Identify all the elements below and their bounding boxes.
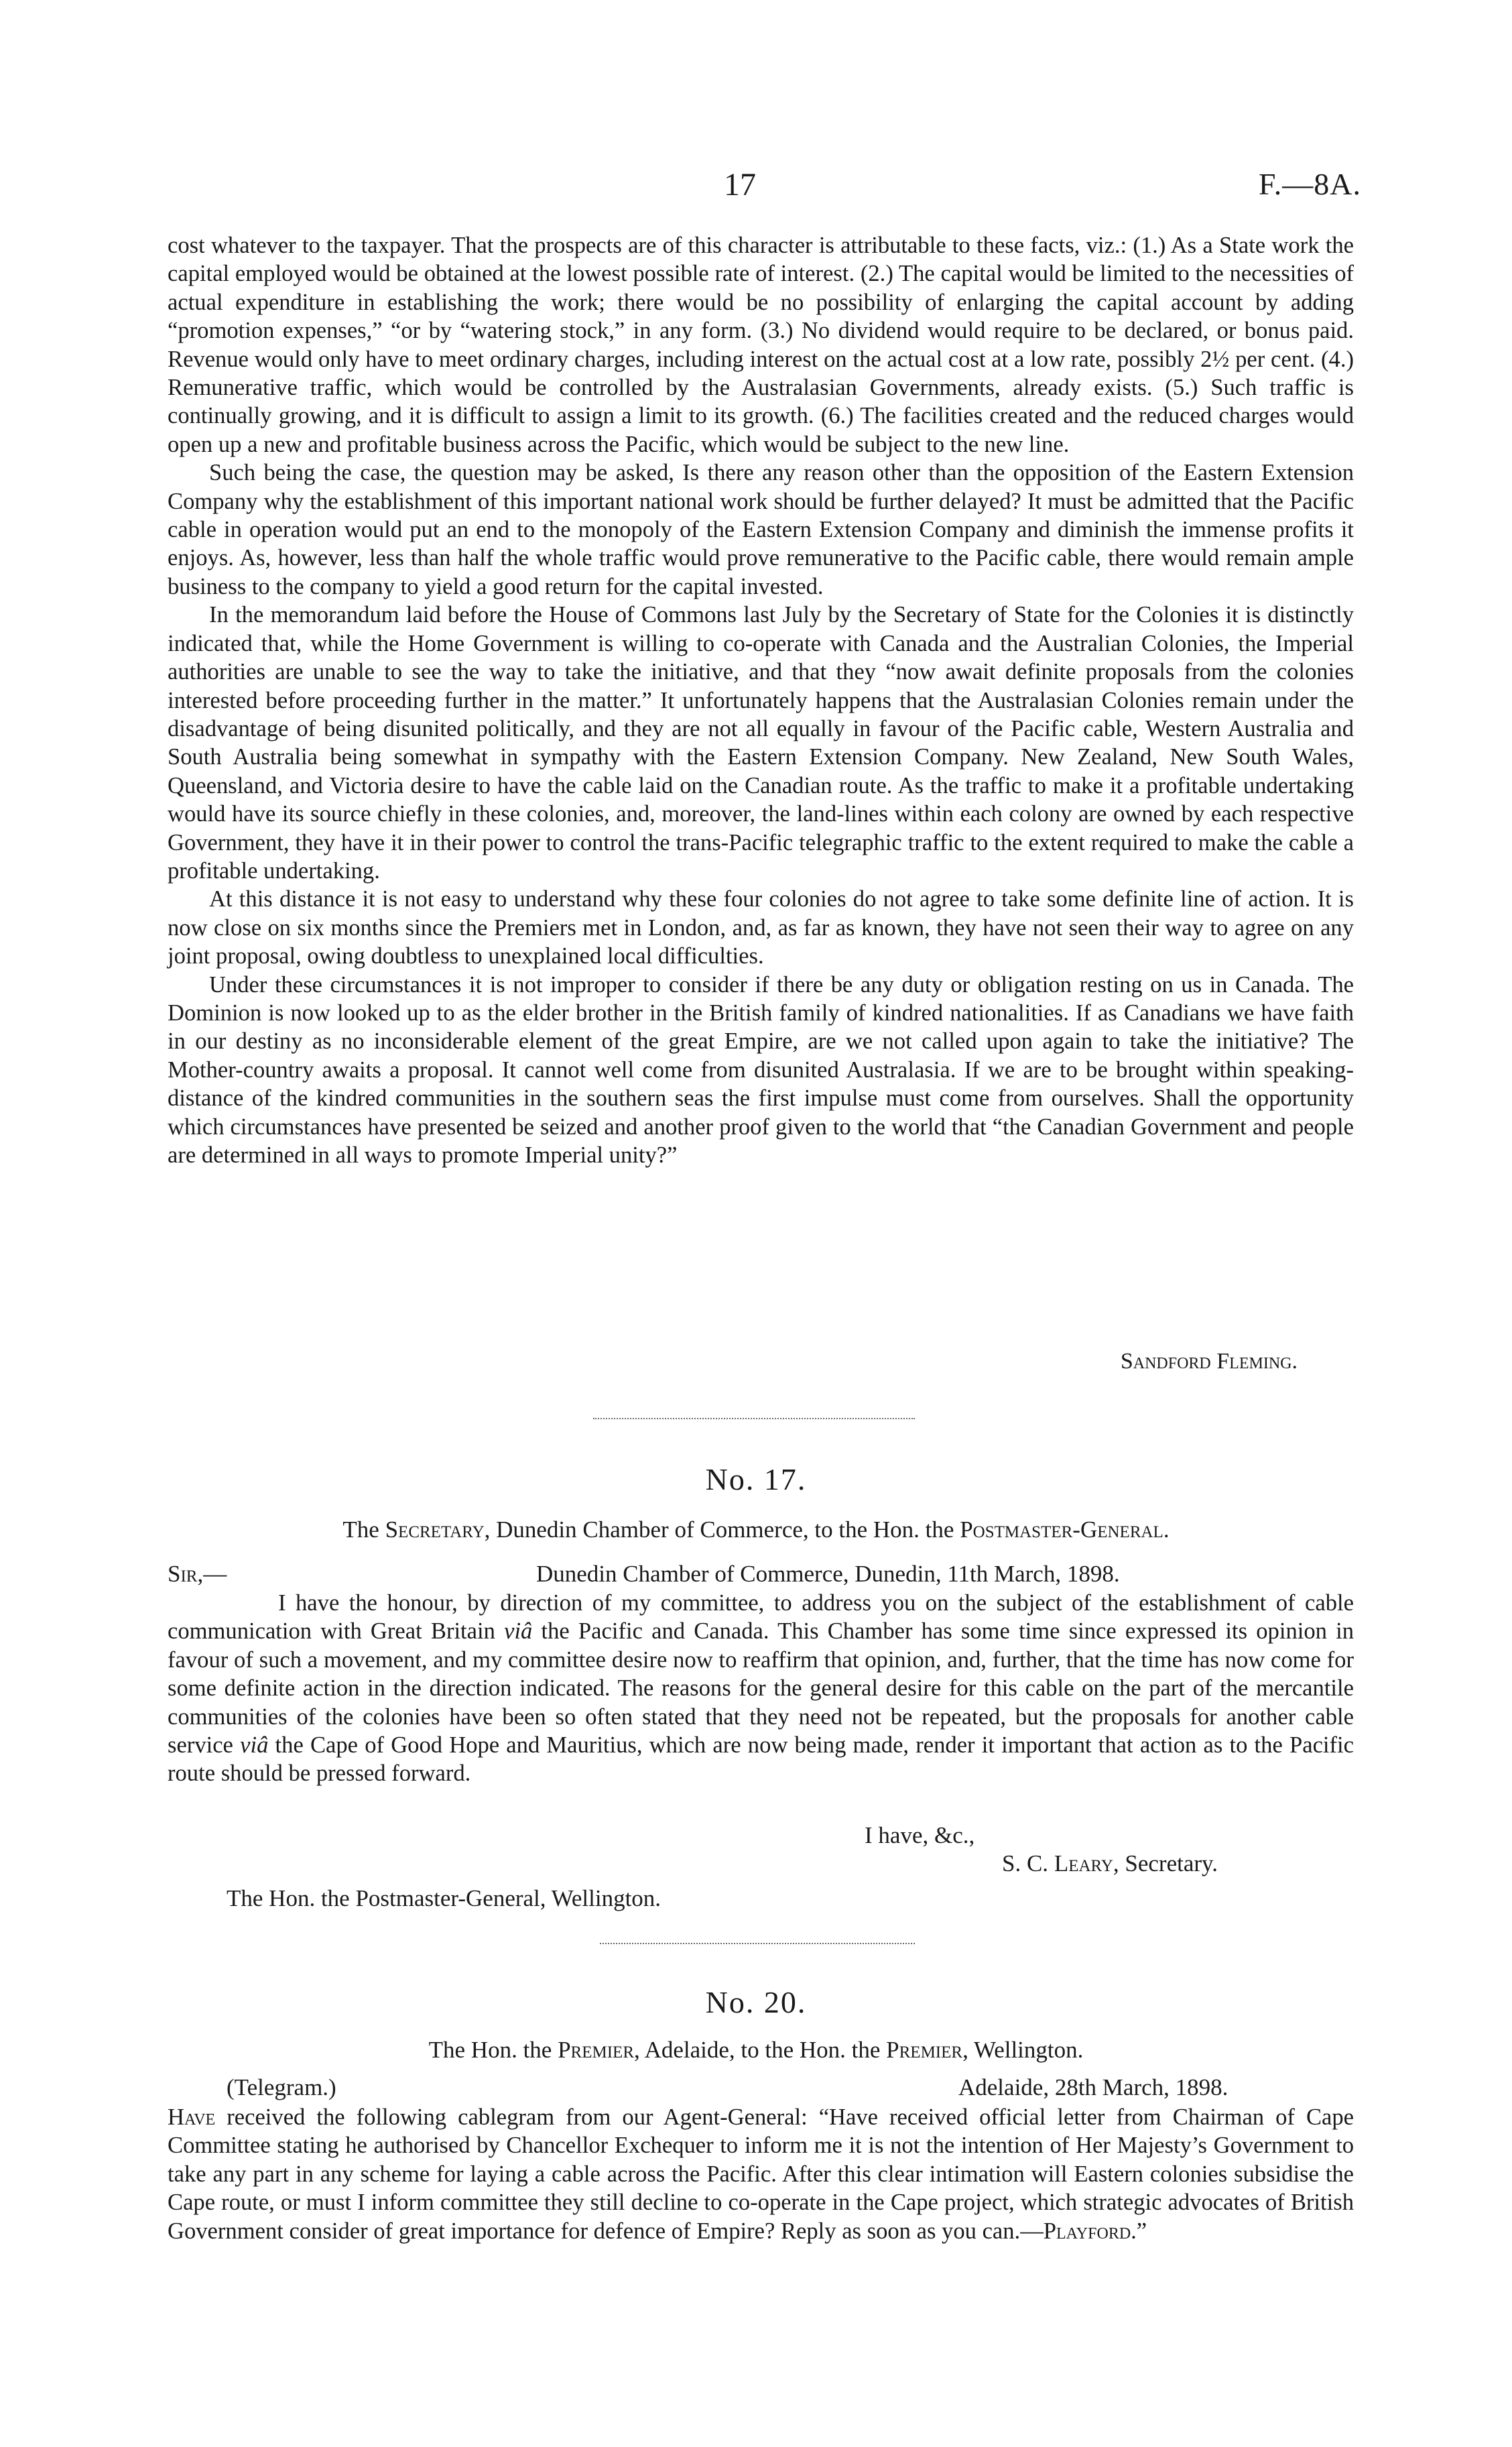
letter-body <box>168 1589 1354 1788</box>
paragraph: In the memorandum laid before the House of Commons last July by the Secretary of State for the Colonies it is distinctly indicated that, while the Home Government is willing to co-operate with Canada and the Australian Colonies, the Imperial authorities are unable to see the way to take the initiative, and that they “now await definite proposals from the colonies interested before proceeding further in the matter.” It unfortunately happens that the Australasian Colonies remain under the disadvantage of being disunited politically, and they are not all equally in favour of the Pacific cable, Western Australia and South Australia being somewhat in sympathy with the Eastern Extension Company. New Zealand, New South Wales, Queensland, and Victoria desire to have the cable laid on the Canadian route. As the traffic to make it a profitable undertaking would have its source chiefly in these colonies, and, moreover, the land-lines within each colony are owned by each respective Government, they have it in their power to control the trans-Pacific telegraphic traffic to the extent required to make the cable a profitable undertaking. <box>168 602 1354 884</box>
paragraph: Have received the following cablegram from our Agent-General: “Have received official letter from Chairman of Cape Committee stating he authorised by Chancellor Exchequer to inform me it is not the intention of Her Majesty’s Government to take any part in any scheme for laying a cable across the Pacific. After this clear intimation will Eastern colonies subsidise the Cape route, or must I inform committee they still decline to co-operate in the Cape project, which strategic advocates of British Government consider of great importance for defence of Empire? Reply as soon as you can.—Playford.” <box>168 2104 1354 2244</box>
document-heading: No. 17. <box>705 1462 807 1496</box>
document-from-to: The Secretary, Dunedin Chamber of Commerce, to the Hon. the Postmaster-General. <box>342 1516 1170 1543</box>
paragraph: cost whatever to the taxpayer. That the prospects are of this character is attributable to these facts, viz.: (1.) As a State work the capital employed would be obtained at the lowest possible rate of interest. (2.) The capital would be limited to the necessities of actual expenditure in establishing the work; there would be no possibility of enlarging the capital account by adding “promotion expenses,” “or by “watering stock,” in any form. (3.) No dividend would require to be declared, or bonus paid. Revenue would only have to meet ordinary charges, including interest on the actual cost at a low rate, possibly 2½ per cent. (4.) Remunerative traffic, which would be controlled by the Australasian Governments, already exists. (5.) Such traffic is continually growing, and it is difficult to assign a limit to its growth. (6.) The facilities created and the reduced charges would open up a new and profitable business across the Pacific, which would be subject to the new line. <box>168 233 1354 457</box>
paragraph: I have the honour, by direction of my committee, to address you on the subject of the establishment of cable communication with Great Britain viâ the Pacific and Canada. This Chamber has some time since expressed its opinion in favour of such a movement, and my committee desire now to reaffirm that opinion, and, further, that the time has now come for some definite action in the direction indicated. The reasons for the general desire for this cable on the part of the mercantile communities of the colonies have been so often stated that they need not be repeated, but the proposals for another cable service viâ the Cape of Good Hope and Mauritius, which are now being made, render it important that action as to the Pacific route should be pressed forward. <box>168 1590 1354 1787</box>
address-date: Adelaide, 28th March, 1898. <box>958 2074 1228 2100</box>
paragraph: Under these circumstances it is not improper to consider if there be any duty or obligation resting on us in Canada. The Dominion is now looked up to as the elder brother in the British family of kindred nationalities. If as Canadians we have faith in our destiny as no inconsiderable element of the great Empire, are we not called upon again to take the initiative? The Mother-country awaits a proposal. It cannot well come from disunited Australasia. If we are to be brought within speaking-distance of the kindred communities in the southern seas the first impulse must come from ourselves. Shall the opportunity which circumstances have presented be seized and another proof given to the world that “the Canadian Government and people are determined in all ways to promote Imperial unity?” <box>168 971 1354 1168</box>
address-date: Dunedin Chamber of Commerce, Dunedin, 11th March, 1898. <box>536 1561 1120 1587</box>
addressee: The Hon. the Postmaster-General, Wellington. <box>227 1885 662 1911</box>
salutation: Sir,— <box>168 1561 227 1587</box>
memorandum-text <box>168 231 1354 1169</box>
telegram-label: (Telegram.) <box>227 2074 336 2100</box>
section-divider <box>600 1943 915 1944</box>
page-header <box>0 166 1512 206</box>
document-from-to: The Hon. the Premier, Adelaide, to the Hon. the Premier, Wellington. <box>428 2037 1084 2063</box>
letter-closing: I have, &c., <box>865 1822 975 1848</box>
letter-signer: S. C. Leary, Secretary. <box>1002 1850 1218 1876</box>
document-heading: No. 20. <box>705 1985 807 2019</box>
paragraph: At this distance it is not easy to understand why these four colonies do not agree to take some definite line of action. It is now close on six months since the Premiers met in London, and, as far as known, they have not seen their way to agree on any joint proposal, owing doubtless to unexplained local difficulties. <box>168 886 1354 969</box>
paragraph: Such being the case, the question may be asked, Is there any reason other than the opposition of the Eastern Extension Company why the establishment of this important national work should be further delayed? It must be admitted that the Pacific cable in operation would put an end to the monopoly of the Eastern Extension Company and diminish the immense profits it enjoys. As, however, less than half the whole traffic would prove remunerative to the Pacific cable, there would remain ample business to the company to yield a good return for the capital invested. <box>168 460 1354 599</box>
page-number: 17 <box>724 167 756 202</box>
paper-code: F.—8A. <box>1258 167 1361 201</box>
memo-signature: Sandford Fleming. <box>1120 1349 1298 1374</box>
section-divider <box>593 1418 915 1419</box>
telegram-body <box>168 2103 1354 2245</box>
